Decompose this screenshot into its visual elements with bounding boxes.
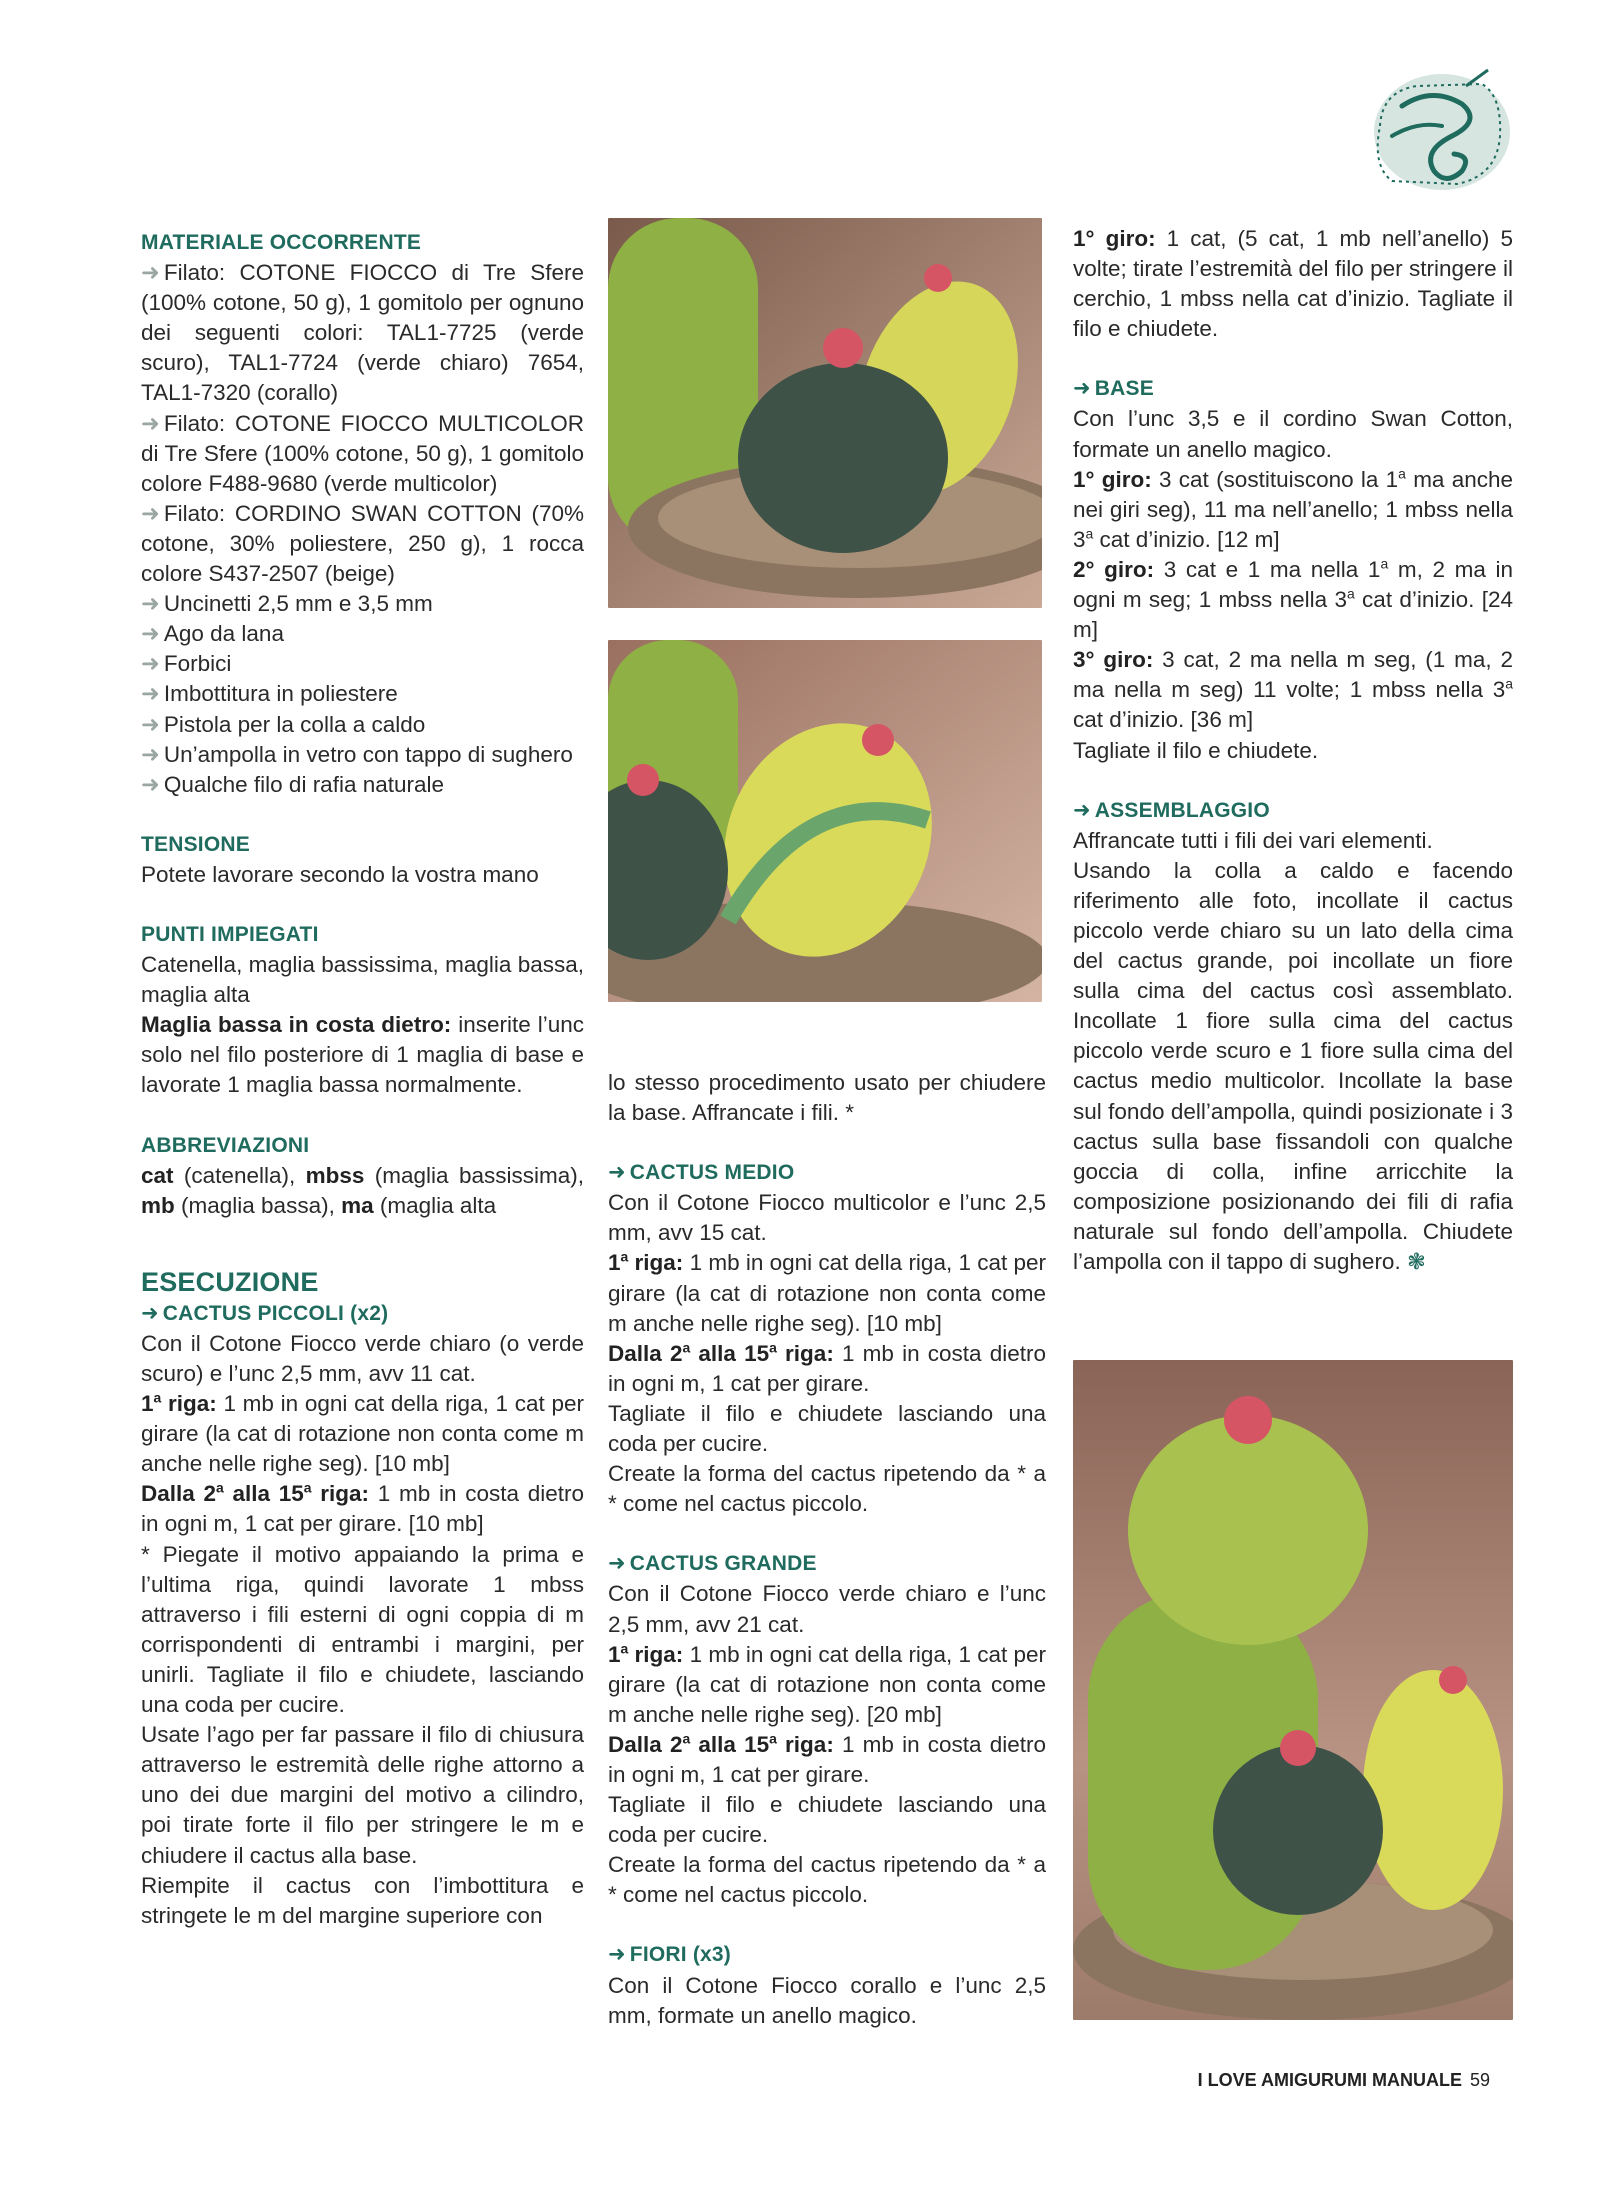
flower-end-icon: ❃ bbox=[1406, 1249, 1426, 1274]
instruction-text: Con il Cotone Fiocco verde chiaro e l’unc 2,5 mm, avv 21 cat. bbox=[608, 1581, 1046, 1637]
materials-list bbox=[141, 258, 584, 800]
arrow-right-icon: ➜ bbox=[141, 410, 160, 436]
tension-text: Potete lavorare secondo la vostra mano bbox=[141, 861, 539, 887]
instruction-text: Con il Cotone Fiocco verde chiaro (o verde scuro) e l’unc 2,5 mm, avv 11 cat. bbox=[141, 1330, 584, 1386]
instruction-text: Con l’unc 3,5 e il cordino Swan Cotton, formate un anello magico. bbox=[1073, 406, 1513, 462]
section-title-esecuzione: ESECUZIONE bbox=[141, 1266, 319, 1297]
arrow-right-icon: ➜ bbox=[141, 741, 160, 767]
list-item: ➜ Imbottitura in poliestere bbox=[141, 681, 398, 707]
arrow-right-icon: ➜ bbox=[141, 1301, 159, 1325]
instruction-row: 1$^a$ riga: 1 mb in ogni cat della riga, 1 cat per girare (la cat di rotazione non conta come m anche nelle righe seg). [20 mb] bbox=[608, 1640, 1047, 1727]
list-item: ➜ Pistola per la colla a caldo bbox=[141, 711, 426, 737]
section-title-punti: PUNTI IMPIEGATI bbox=[141, 922, 319, 946]
list-item: ➜ Filato: COTONE FIOCCO MULTICOLOR di Tre Sfere (100% cotone, 50 g), 1 gomitolo colore F488-9680 (verde multicolor) bbox=[141, 410, 584, 496]
instruction-row: Dalla 2$^a$ alla 15$^a$ riga: 1 mb in costa dietro in ogni m, 1 cat per girare. [10 mb] bbox=[141, 1479, 584, 1537]
instruction-text: lo stesso procedimento usato per chiudere la base. Affrancate i fili. * bbox=[608, 1070, 1046, 1126]
arrow-right-icon: ➜ bbox=[141, 500, 160, 526]
column-left bbox=[141, 228, 584, 1931]
cactus-photo-top bbox=[608, 218, 1042, 608]
instruction-text: Riempite il cactus con l’imbottitura e stringete le m del margine superiore con bbox=[141, 1872, 584, 1928]
list-item: ➜ Filato: COTONE FIOCCO di Tre Sfere (100% cotone, 50 g), 1 gomitolo per ognuno dei seguenti colori: TAL1-7725 (verde scuro), TAL1-7724 (verde chiaro) 7654, TAL1-7320 (corallo) bbox=[141, 260, 584, 406]
arrow-right-icon: ➜ bbox=[608, 1943, 626, 1967]
arrow-right-icon: ➜ bbox=[141, 260, 160, 286]
subsection-title-cactus-medio: ➜ CACTUS MEDIO bbox=[608, 1161, 795, 1185]
arrow-right-icon: ➜ bbox=[141, 591, 160, 617]
column-right bbox=[1073, 224, 1513, 1277]
subsection-title-fiori: ➜ FIORI (x3) bbox=[608, 1943, 731, 1967]
instruction-row: 1$^a$ riga: 1 mb in ogni cat della riga, 1 cat per girare (la cat di rotazione non conta come m anche nelle righe seg). [10 mb] bbox=[141, 1389, 584, 1477]
subsection-title-base: ➜ BASE bbox=[1073, 377, 1154, 401]
instruction-row: Dalla 2$^a$ alla 15$^a$ riga: 1 mb in costa dietro in ogni m, 1 cat per girare. bbox=[608, 1339, 1046, 1396]
stitch-definition: Maglia bassa in costa dietro: inserite l’unc solo nel filo posteriore di 1 maglia di base e lavorate 1 maglia bassa normalmente. bbox=[141, 1012, 584, 1098]
instruction-text: Usando la colla a caldo e facendo riferimento alle foto, incollate il cactus piccolo verde chiaro su un lato della cima del cactus grande, poi incollate un fiore sulla cima del cactus così assemblato. Incollate 1 fiore sulla cima del cactus piccolo verde scuro e 1 fiore sulla cima del cactus medio multicolor. Incollate la base sul fondo dell’ampolla, quindi posizionate i 3 cactus sulla base fissandoli con qualche goccia di colla, infine arricchite la composizione posizionando dei fili di rafia naturale sul fondo dell’ampolla. Chiudete l’ampolla con il tappo di sughero. ❃ bbox=[1073, 857, 1513, 1274]
list-item: ➜ Un’ampolla in vetro con tappo di sughero bbox=[141, 741, 573, 767]
abbreviations-text: cat (catenella), mbss (maglia bassissima), mb (maglia bassa), ma (maglia alta bbox=[141, 1162, 584, 1218]
instruction-text: * Piegate il motivo appaiando la prima e l’ultima riga, quindi lavorate 1 mbss attraverso i fili esterni di ogni coppia di m corrispondenti di entrambi i margini, per unirli. Tagliate il filo e chiudete, lasciando una coda per cucire. bbox=[141, 1541, 584, 1718]
list-item: ➜ Qualche filo di rafia naturale bbox=[141, 771, 445, 797]
list-item: ➜ Filato: CORDINO SWAN COTTON (70% cotone, 30% poliestere, 250 g), 1 rocca colore S437-2507 (beige) bbox=[141, 500, 584, 587]
page-footer bbox=[1198, 2070, 1490, 2091]
magazine-title: I LOVE AMIGURUMI MANUALE bbox=[1197, 2070, 1462, 2090]
section-title-tensione: TENSIONE bbox=[141, 832, 250, 856]
instruction-text: Con il Cotone Fiocco corallo e l’unc 2,5 mm, formate un anello magico. bbox=[608, 1972, 1046, 2028]
arrow-right-icon: ➜ bbox=[141, 621, 160, 647]
list-item: ➜ Forbici bbox=[141, 651, 232, 677]
list-item: ➜ Uncinetti 2,5 mm e 3,5 mm bbox=[141, 591, 433, 617]
column-middle bbox=[608, 1068, 1046, 2031]
section-title-abbreviazioni: ABBREVIAZIONI bbox=[141, 1133, 310, 1157]
instruction-row: Dalla 2$^a$ alla 15$^a$ riga: 1 mb in costa dietro in ogni m, 1 cat per girare. bbox=[608, 1730, 1046, 1787]
instruction-row: 3° giro: 3 cat, 2 ma nella m seg, (1 ma, 2 ma nella m seg) 11 volte; 1 mbss nella 3$^a$ cat d’inizio. [36 m] bbox=[1073, 647, 1513, 733]
subsection-title-cactus-piccoli: ➜ CACTUS PICCOLI (x2) bbox=[141, 1301, 389, 1325]
arrow-right-icon: ➜ bbox=[141, 771, 160, 797]
arrow-right-icon: ➜ bbox=[608, 1161, 626, 1185]
instruction-text: Tagliate il filo e chiudete. bbox=[1073, 737, 1319, 763]
arrow-right-icon: ➜ bbox=[141, 711, 160, 737]
arrow-right-icon: ➜ bbox=[1073, 377, 1091, 401]
instruction-row: 1° giro: 1 cat, (5 cat, 1 mb nell’anello) 5 volte; tirate l’estremità del filo per stringere il cerchio, 1 mbss nella cat d’inizio. Tagliate il filo e chiudete. bbox=[1073, 226, 1513, 342]
cactus-photo-middle bbox=[608, 640, 1042, 1002]
instruction-row: 1° giro: 3 cat (sostituiscono la 1$^a$ ma anche nei giri seg), 11 ma nell’anello; 1 mbss nella 3$^a$ cat d’inizio. [12 m] bbox=[1073, 465, 1514, 552]
page-number: 59 bbox=[1469, 2070, 1490, 2090]
stitches-text: Catenella, maglia bassissima, maglia bassa, maglia alta bbox=[141, 952, 584, 1008]
arrow-right-icon: ➜ bbox=[141, 681, 160, 707]
instruction-text: Con il Cotone Fiocco multicolor e l’unc 2,5 mm, avv 15 cat. bbox=[608, 1190, 1046, 1246]
instruction-text: Usate l’ago per far passare il filo di chiusura attraverso le estremità delle righe attorno a uno dei due margini del motivo a cilindro, poi tirate forte il filo per stringere le m e chiudere il cactus alla base. bbox=[141, 1722, 584, 1868]
subsection-title-assemblaggio: ➜ ASSEMBLAGGIO bbox=[1073, 798, 1270, 822]
crochet-hook-logo bbox=[1362, 66, 1512, 196]
instruction-text: Tagliate il filo e chiudete lasciando una coda per cucire. bbox=[608, 1792, 1046, 1848]
arrow-right-icon: ➜ bbox=[1073, 798, 1091, 822]
instruction-text: Create la forma del cactus ripetendo da * a * come nel cactus piccolo. bbox=[608, 1852, 1046, 1908]
instruction-text: Tagliate il filo e chiudete lasciando una coda per cucire. bbox=[608, 1400, 1046, 1457]
instruction-row: 2° giro: 3 cat e 1 ma nella 1$^a$ m, 2 ma in ogni m seg; 1 mbss nella 3$^a$ cat d’inizio. [24 m] bbox=[1073, 555, 1513, 643]
instruction-text: Create la forma del cactus ripetendo da * a * come nel cactus piccolo. bbox=[608, 1461, 1046, 1517]
arrow-right-icon: ➜ bbox=[141, 651, 160, 677]
instruction-text: Affrancate tutti i fili dei vari elementi. bbox=[1073, 827, 1433, 853]
instruction-row: 1$^a$ riga: 1 mb in ogni cat della riga, 1 cat per girare (la cat di rotazione non conta come m anche nelle righe seg). [10 mb] bbox=[608, 1248, 1047, 1336]
list-item: ➜ Ago da lana bbox=[141, 621, 284, 647]
section-title-materiale: MATERIALE OCCORRENTE bbox=[141, 231, 422, 254]
cactus-photo-bottom bbox=[1073, 1360, 1513, 2020]
arrow-right-icon: ➜ bbox=[608, 1552, 626, 1576]
subsection-title-cactus-grande: ➜ CACTUS GRANDE bbox=[608, 1552, 817, 1576]
